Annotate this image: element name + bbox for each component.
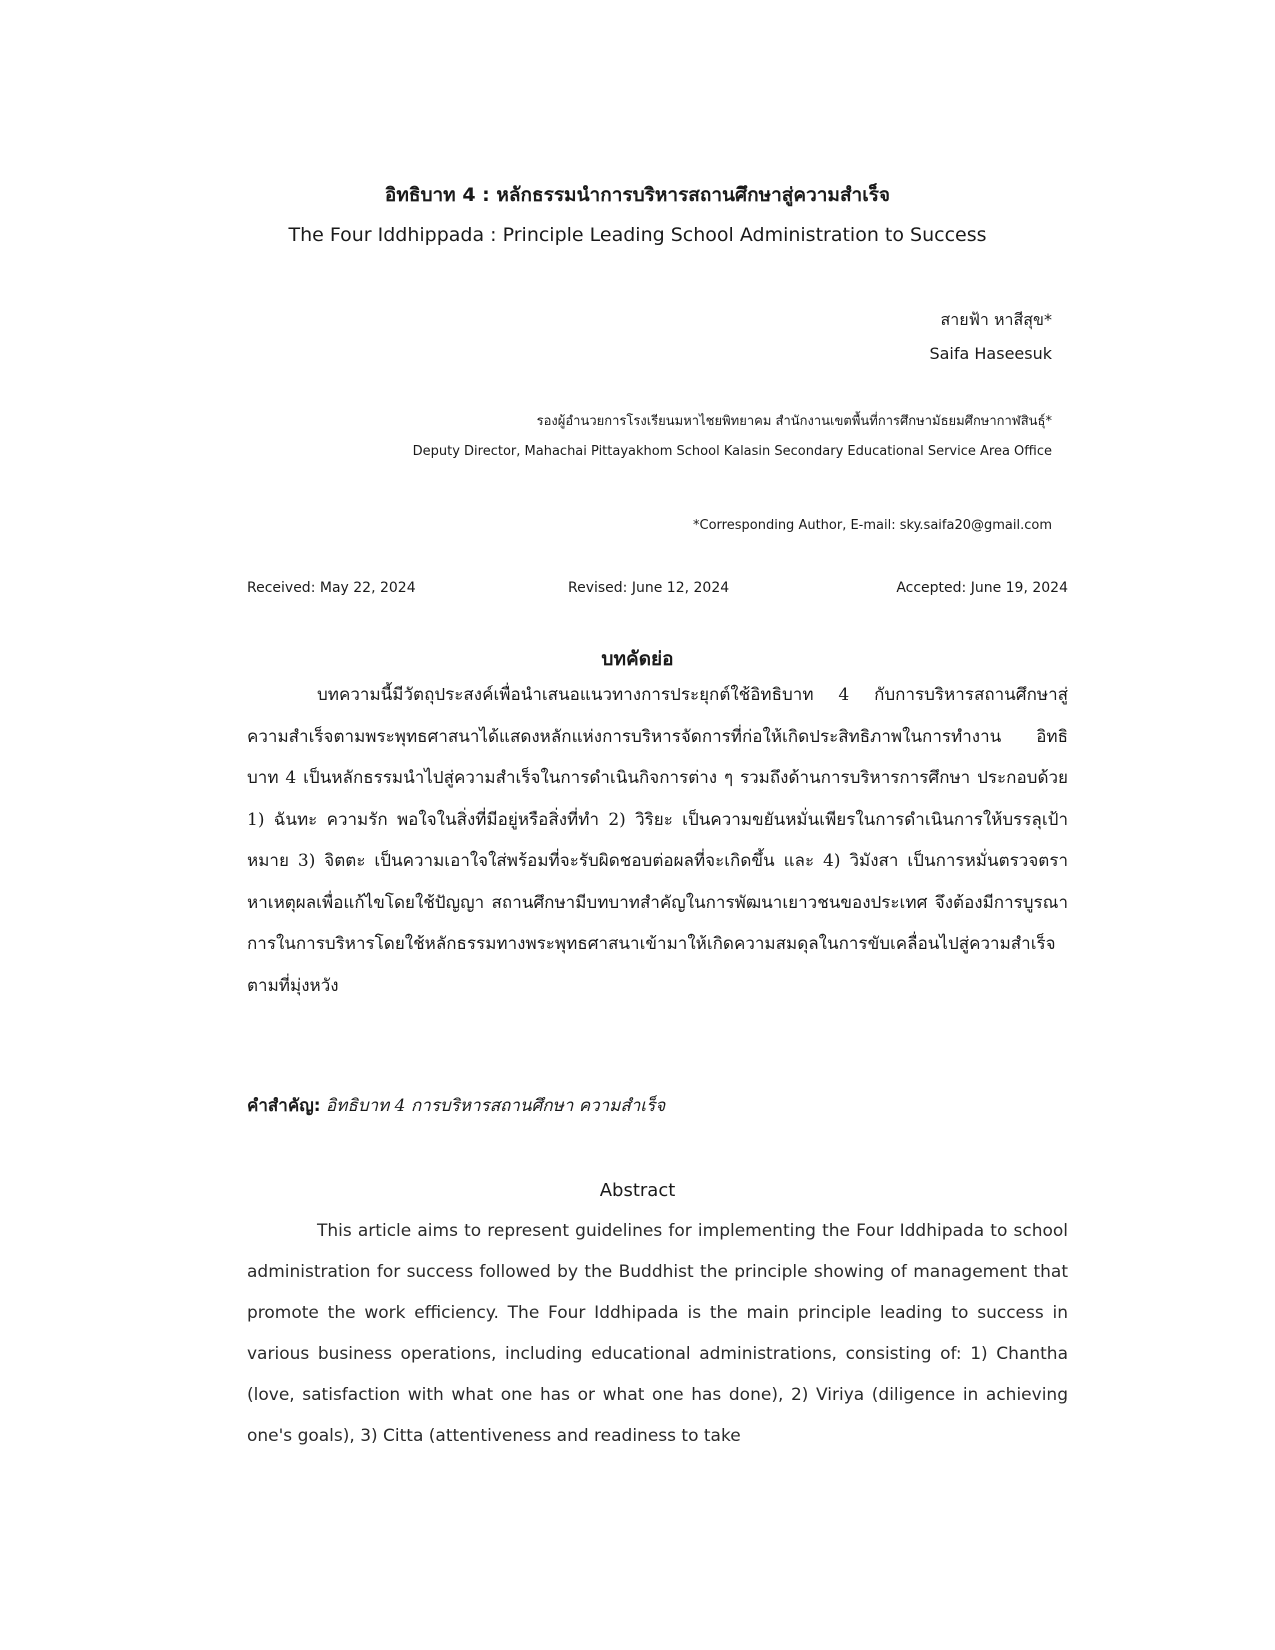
revised-date: Revised: June 12, 2024 xyxy=(568,580,730,596)
abstract-english-body: This article aims to represent guidelines for implementing the Four Iddhipada to school administration for success followed by the Buddhist the principle showing of management that promote the work efficiency. The Four Iddhipada is the main principle leading to success in various business operations, including educational administrations, consisting of: 1) Chantha (love, satisfaction with what one has or what one has done), 2) Viriya (diligence in achieving one's goals), 3) Citta (attentiveness and readiness to take xyxy=(247,1221,1068,1446)
author-name-thai: สายฟ้า หาสีสุข* xyxy=(940,310,1052,329)
title-english: The Four Iddhippada : Principle Leading School Administration to Success xyxy=(288,224,987,246)
keywords xyxy=(247,1092,665,1119)
abstract-english-heading: Abstract xyxy=(599,1180,676,1201)
affiliation-thai: รองผู้อำนวยการโรงเรียนมหาไชยพิทยาคม สำนักงานเขตพื้นที่การศึกษามัธยมศึกษากาฬสินธุ์* xyxy=(536,414,1052,429)
keywords-label: คำสำคัญ: xyxy=(247,1096,321,1116)
abstract-thai-heading: บทคัดย่อ xyxy=(601,648,674,670)
article-dates xyxy=(247,580,1068,600)
affiliation-english: Deputy Director, Mahachai Pittayakhom School Kalasin Secondary Educational Service Area Office xyxy=(412,444,1052,459)
abstract-thai-body: บทความนี้มีวัตถุประสงค์เพื่อนำเสนอแนวทางการประยุกต์ใช้อิทธิบาท 4 กับการบริหารสถานศึกษาสู่ความสำเร็จตามพระพุทธศาสนาได้แสดงหลักแห่งการบริหารจัดการที่ก่อให้เกิดประสิทธิภาพในการทำงาน อิทธิบาท 4 เป็นหลักธรรมนำไปสู่ความสำเร็จในการดำเนินกิจการต่าง ๆ รวมถึงด้านการบริหารการศึกษา ประกอบด้วย 1) ฉันทะ ความรัก พอใจในสิ่งที่มีอยู่หรือสิ่งที่ทำ 2) วิริยะ เป็นความขยันหมั่นเพียรในการดำเนินการให้บรรลุเป้าหมาย 3) จิตตะ เป็นความเอาใจใส่พร้อมที่จะรับผิดชอบต่อผลที่จะเกิดขึ้น และ 4) วิมังสา เป็นการหมั่นตรวจตราหาเหตุผลเพื่อแก้ไขโดยใช้ปัญญา สถานศึกษามีบทบาทสำคัญในการพัฒนาเยาวชนของประเทศ จึงต้องมีการบูรณาการในการบริหารโดยใช้หลักธรรมทางพระพุทธศาสนาเข้ามาให้เกิดความสมดุลในการขับเคลื่อนไปสู่ความสำเร็จตามที่มุ่งหวัง xyxy=(247,685,1068,996)
accepted-date: Accepted: June 19, 2024 xyxy=(896,580,1068,596)
keywords-value: อิทธิบาท 4 การบริหารสถานศึกษา ความสำเร็จ xyxy=(320,1096,666,1116)
received-date: Received: May 22, 2024 xyxy=(247,580,416,596)
title-thai: อิทธิบาท 4 : หลักธรรมนำการบริหารสถานศึกษาสู่ความสำเร็จ xyxy=(384,184,891,206)
author-name-english: Saifa Haseesuk xyxy=(929,344,1052,363)
corresponding-author-email: *Corresponding Author, E-mail: sky.saifa20@gmail.com xyxy=(693,518,1052,533)
